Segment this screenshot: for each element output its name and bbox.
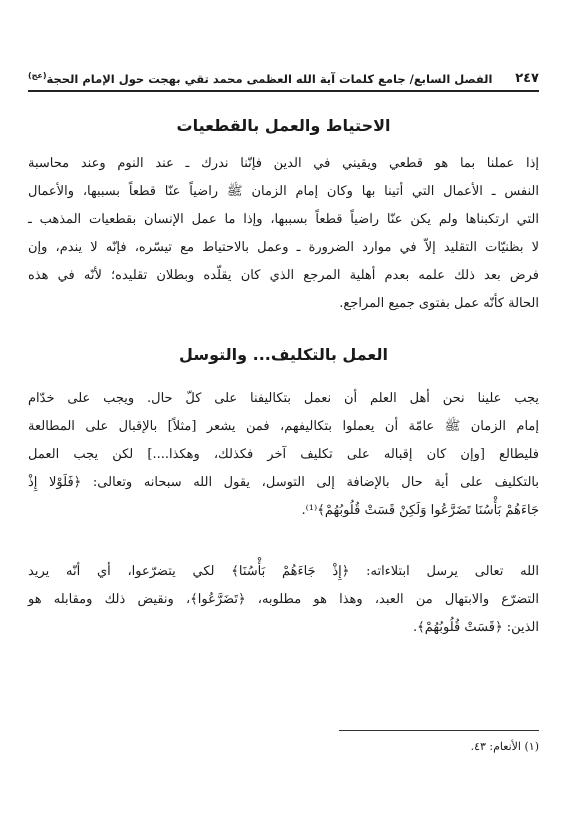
paragraph bbox=[28, 558, 539, 642]
running-title bbox=[28, 71, 492, 86]
page-number: ٢٤٧ bbox=[515, 71, 539, 86]
text-line: فليطالع [وإن كان إقباله على تكليف آخر فكذلك، وهكذا....] لكن يجب العمل bbox=[28, 447, 539, 462]
paragraph bbox=[28, 385, 539, 525]
text-line: التضرّع والابتهال من العبد، وهذا هو مطلوبه، ﴿تَضَرَّعُوا﴾، ونقيض ذلك ومقابله هو bbox=[28, 592, 539, 607]
text-line: يجب علينا نحن أهل العلم أن نعمل بتكاليفنا على كلّ حال. ويجب على خدّام bbox=[28, 391, 539, 406]
footnote-rule bbox=[339, 730, 539, 731]
text-line: التي ارتكبناها ولم يكن عنّا راضياً قطعاً بسببها، وإذا ما عمل الإنسان بقطعيات المذهب ـ bbox=[28, 212, 539, 227]
text-line: الله تعالى يرسل ابتلاءاته: ﴿إِذْ جَاءَهُمْ بَأْسُنَا﴾ لكي يتضرّعوا، أي أنّه يريد bbox=[28, 564, 539, 579]
section-heading: العمل بالتكليف... والتوسل bbox=[179, 345, 388, 364]
footnote: (١) الأنعام: ٤٣. bbox=[470, 740, 539, 753]
text-line: إذا عملنا بما هو قطعي ويقيني في الدين فإنّنا ندرك ـ عند النوم وعند محاسبة bbox=[28, 156, 539, 171]
text-line: لا بظنيّات التقليد إلاّ في موارد الضرورة ـ وعمل بالاحتياط مع تيسّره، فإنّه لا يندم، وإن bbox=[28, 240, 539, 255]
text-line: الذين: ﴿قَسَتْ قُلُوبُهُمْ﴾. bbox=[413, 620, 539, 635]
section-heading: الاحتياط والعمل بالقطعيات bbox=[176, 116, 391, 135]
text-line: النفس ـ الأعمال التي أتينا بها وكان إمام الزمان ﷺ راضياً عنّا قطعاً بسببها، والأعمال bbox=[28, 184, 539, 199]
running-title-text: الفصل السابع/ جامع كلمات آية الله العظمى محمد تقي بهجت حول الإمام الحجة bbox=[46, 72, 493, 86]
text-line: إمام الزمان ﷺ عامّة أن يعملوا بتكاليفهم، فمن يشعر [مثلاً] بالإقبال على المطالعة bbox=[28, 419, 539, 434]
running-title-sup: (عج) bbox=[28, 71, 47, 81]
paragraph bbox=[28, 150, 539, 318]
text-line: فرض بعد ذلك علمه بعدم أهلية المرجع الذي كان يقلّده وبطلان تقليده؛ لأنّه في هذه bbox=[28, 268, 539, 283]
running-header bbox=[28, 60, 539, 86]
text-line: الحالة كأنّه عمل بفتوى جميع المراجع. bbox=[339, 296, 539, 311]
header-rule bbox=[28, 90, 539, 92]
text-line: بالتكليف على أية حال بالإضافة إلى التوسل، يقول الله سبحانه وتعالى: ﴿فَلَوْلا إِذْ bbox=[28, 475, 539, 490]
text-line: جَاءَهُمْ بَأْسُنَا تَضَرَّعُوا وَلَكِنْ قَسَتْ قُلُوبُهُمْ﴾⁽¹⁾. bbox=[301, 503, 539, 518]
